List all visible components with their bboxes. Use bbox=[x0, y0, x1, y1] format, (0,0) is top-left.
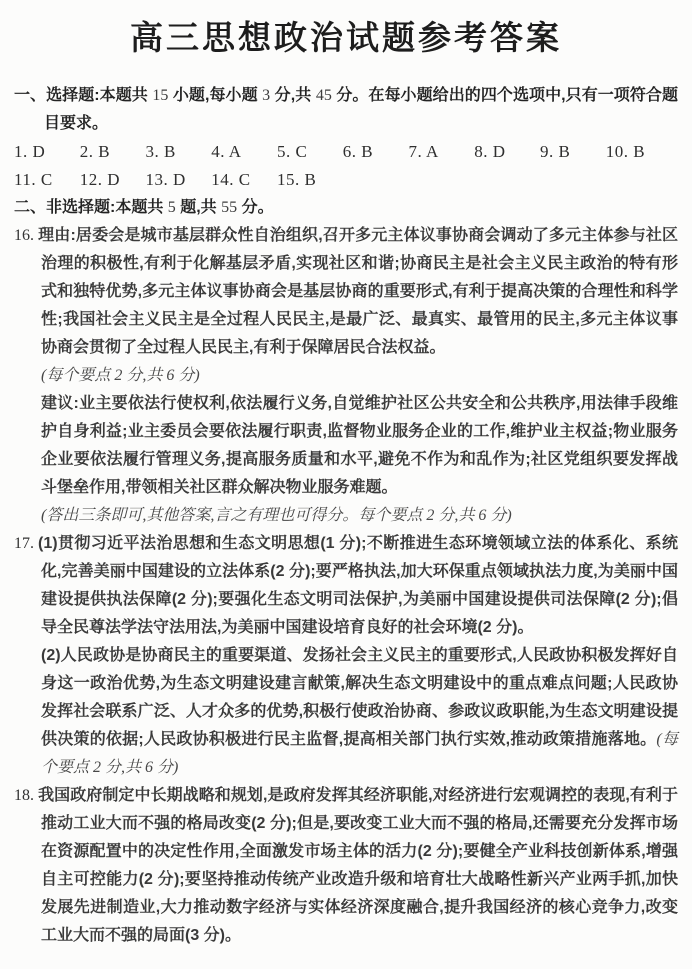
nonchoice-question-count-number: 5 bbox=[167, 199, 176, 216]
answer-q3: 3. B bbox=[145, 142, 176, 161]
q16-score-note-1: (每个要点 2 分,共 6 分) bbox=[41, 367, 200, 384]
answer-q8: 8. D bbox=[474, 142, 506, 161]
choice-answers-row-1 bbox=[14, 138, 678, 166]
section-nonchoice-heading-text-1: 二、非选择题:本题共 bbox=[14, 199, 168, 216]
answer-q14: 14. C bbox=[211, 170, 251, 189]
q17-part1-text: (1)贯彻习近平法治思想和生态文明思想(1 分);不断推进生态环境领域立法的体系化、系统化,完善美丽中国建设的立法体系(2 分);要严格执法,加大环保重点领域执法力度,为美丽中国建设提供执法保障(2 分);要强化生态文明司法保护,为美丽中国建设提供司法保障(2 分);倡导全民尊法学法守法用法,为美丽中国建设培育良好的社会环境(2 分)。 bbox=[38, 535, 678, 636]
answer-q11: 11. C bbox=[14, 170, 53, 189]
section-choice-heading-text-2: 小题,每小题 bbox=[168, 87, 263, 104]
answer-q6: 6. B bbox=[342, 142, 374, 161]
q16-reason-text: 理由:居委会是城市基层群众性自治组织,召开多元主体议事协商会调动了多元主体参与社区治理的积极性,有利于化解基层矛盾,实现社区和谐;协商民主是社会主义民主政治的特有形式和独特优势,多元主体议事协商会是基层协商的重要形式,有利于提高决策的合理性和科学性;我国社会主义民主是全过程人民民主,是最广泛、最真实、最管用的民主,多元主体议事协商会贯彻了全过程人民民主,有利于保障居民合法权益。 bbox=[38, 227, 678, 356]
answer-q2: 2. B bbox=[79, 142, 111, 161]
q18-answer-text: 我国政府制定中长期战略和规划,是政府发挥其经济职能,对经济进行宏观调控的表现,有利于推动工业大而不强的格局改变(2 分);但是,要改变工业大而不强的格局,还需要充分发挥市场在资源配置中的决定性作用,全面激发市场主体的活力(2 分);要健全产业科技创新体系,增强自主可控能力(2 分);要坚持推动传统产业改造升级和培育壮大战略性新兴产业两手抓,加快发展先进制造业,大力推动数字经济与实体经济深度融合,提升我国经济的核心竞争力,改变工业大而不强的局面(3 分)。 bbox=[38, 787, 678, 944]
answer-q4: 4. A bbox=[211, 142, 242, 161]
total-points-number: 45 bbox=[315, 87, 332, 104]
q17-score-note: (每个要点 2 分,共 6 分) bbox=[41, 731, 678, 776]
q16-score-note-2: (答出三条即可,其他答案,言之有理也可得分。每个要点 2 分,共 6 分) bbox=[41, 507, 512, 524]
nonchoice-total-points-number: 55 bbox=[221, 199, 238, 216]
q17-part1-paragraph bbox=[14, 530, 678, 642]
section-choice-heading-text-1: 一、选择题:本题共 bbox=[14, 87, 153, 104]
question-18 bbox=[14, 782, 678, 950]
question-17 bbox=[14, 530, 678, 782]
q17-part2-paragraph bbox=[41, 642, 678, 782]
choice-answers-row-2 bbox=[14, 166, 678, 194]
page-title: 高三思想政治试题参考答案 bbox=[130, 19, 562, 56]
section-choice-heading-text-4: 分。在每小题给出的四个选项中,只有一项符合题目要求。 bbox=[44, 87, 678, 132]
q17-part2-text: (2)人民政协是协商民主的重要渠道、发扬社会主义民主的重要形式,人民政协积极发挥好自身这一政治优势,为生态文明建设建言献策,解决生态文明建设中的重点难点问题;人民政协发挥社会联系广泛、人才众多的优势,积极行使政治协商、参政议政职能,为生态文明建设提供决策的依据;人民政协积极进行民主监督,提高相关部门执行实效,推动政策措施落地。 bbox=[41, 647, 678, 748]
q18-number: 18. bbox=[14, 787, 34, 804]
answer-q12: 12. D bbox=[79, 170, 121, 189]
section-nonchoice-heading bbox=[14, 194, 678, 222]
q16-suggestion-paragraph: 建议:业主要依法行使权利,依法履行义务,自觉维护社区公共安全和公共秩序,用法律手段维护自身利益;业主委员会要依法履行职责,监督物业服务企业的工作,维护业主权益;物业服务企业要依法履行管理义务,提高服务质量和水平,避免不作为和乱作为;社区党组织要发挥战斗堡垒作用,带领相关社区群众解决物业服务难题。 bbox=[41, 395, 678, 496]
section-choice-heading-text-3: 分,共 bbox=[270, 87, 316, 104]
answer-q5: 5. C bbox=[277, 142, 308, 161]
section-nonchoice-heading-text-3: 分。 bbox=[237, 199, 274, 216]
question-16 bbox=[14, 222, 678, 530]
answer-q13: 13. D bbox=[145, 170, 186, 189]
section-choice-heading bbox=[14, 82, 678, 138]
answer-q9: 9. B bbox=[540, 142, 571, 161]
section-nonchoice-heading-text-2: 题,共 bbox=[175, 199, 222, 216]
q16-reason-paragraph bbox=[14, 222, 678, 362]
q18-paragraph bbox=[14, 782, 678, 950]
question-count-number: 15 bbox=[152, 87, 169, 104]
q16-number: 16. bbox=[14, 227, 34, 244]
answer-q7: 7. A bbox=[408, 142, 439, 161]
q17-number: 17. bbox=[14, 535, 34, 552]
answer-q1: 1. D bbox=[14, 142, 46, 161]
answer-q10: 10. B bbox=[605, 142, 646, 161]
answer-q15: 15. B bbox=[277, 170, 317, 189]
points-per-question-number: 3 bbox=[262, 87, 271, 104]
